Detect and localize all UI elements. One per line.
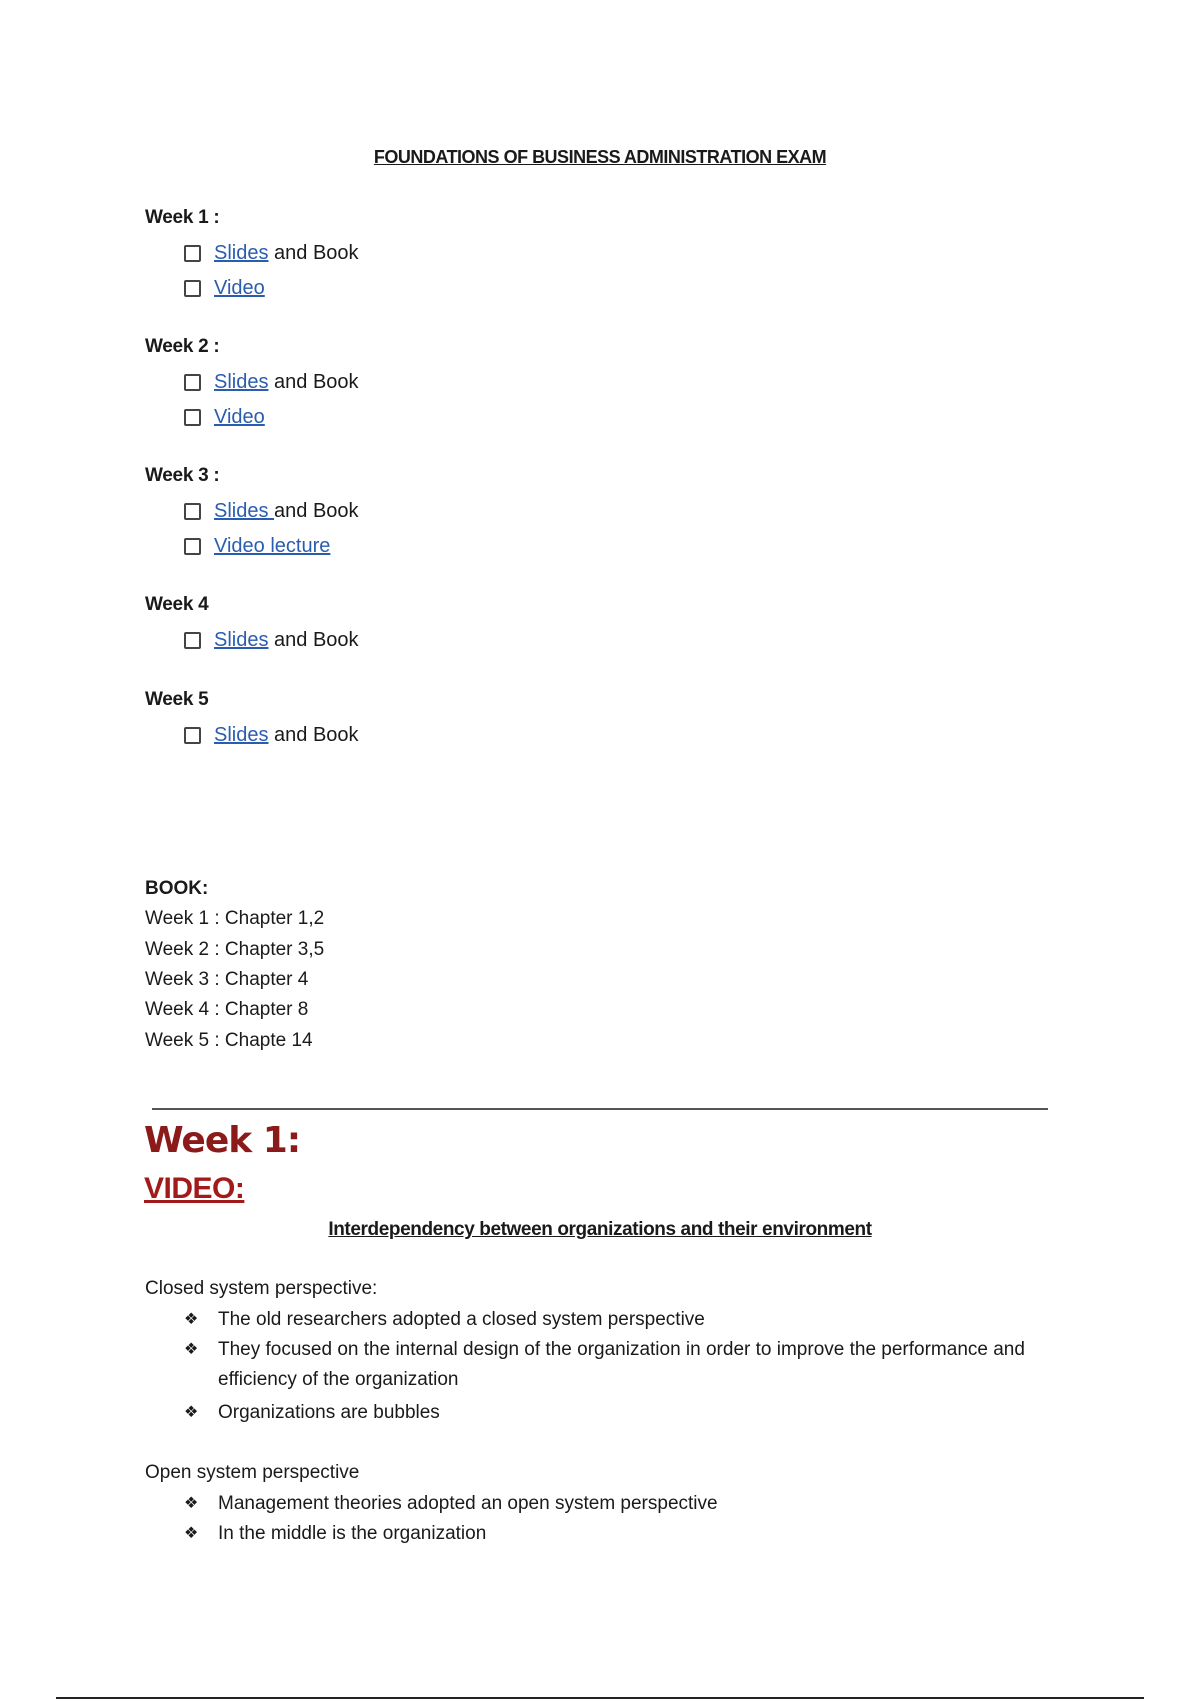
bullet-item: [184, 1335, 1044, 1395]
bullet-text: Organizations are bubbles: [218, 1402, 440, 1423]
week-5-heading: Week 5: [145, 689, 209, 710]
slides-link[interactable]: Slides: [214, 241, 269, 264]
diamond-bullet-icon: ❖: [184, 1404, 199, 1421]
diamond-bullet-icon: ❖: [184, 1525, 199, 1542]
week-3-slides-item: [184, 498, 359, 524]
checkbox[interactable]: [184, 632, 201, 649]
week-3-heading: Week 3 :: [145, 465, 220, 486]
document-title: FOUNDATIONS OF BUSINESS ADMINISTRATION EXAM: [373, 147, 827, 167]
section-video-title: VIDEO:: [144, 1172, 245, 1205]
bullet-item: [184, 1305, 1044, 1335]
checkbox[interactable]: [184, 374, 201, 391]
item-text: and Book: [268, 241, 359, 264]
bullet-item: [184, 1489, 1044, 1519]
section-week-title: Week 1:: [144, 1120, 301, 1161]
open-system-label: Open system perspective: [145, 1462, 360, 1483]
horizontal-divider: [152, 1108, 1048, 1110]
checkbox[interactable]: [184, 503, 201, 520]
item-text: and Book: [268, 723, 359, 746]
closed-system-label: Closed system perspective:: [145, 1278, 378, 1299]
video-link[interactable]: Video: [214, 405, 265, 428]
week-3-video-item: [184, 533, 330, 559]
checkbox[interactable]: [184, 280, 201, 297]
checkbox[interactable]: [184, 727, 201, 744]
item-text: and Book: [274, 499, 359, 522]
checkbox[interactable]: [184, 538, 201, 555]
bullet-text: They focused on the internal design of the organization in order to improve the performance and efficiency of the organization: [218, 1339, 1025, 1390]
week-4-heading: Week 4: [145, 594, 209, 615]
checkbox[interactable]: [184, 409, 201, 426]
slides-link[interactable]: Slides: [214, 628, 269, 651]
slides-link[interactable]: Slides: [214, 370, 269, 393]
video-link[interactable]: Video: [214, 276, 265, 299]
diamond-bullet-icon: ❖: [184, 1495, 199, 1512]
bullet-item: [184, 1519, 1044, 1549]
slides-link[interactable]: Slides: [214, 499, 275, 522]
bullet-item: [184, 1398, 1044, 1428]
book-line: Week 5 : Chapte 14: [145, 1030, 313, 1051]
book-line: Week 1 : Chapter 1,2: [145, 908, 325, 929]
slides-link[interactable]: Slides: [214, 723, 269, 746]
week-2-video-item: [184, 404, 265, 430]
checkbox[interactable]: [184, 245, 201, 262]
diamond-bullet-icon: ❖: [184, 1341, 199, 1358]
book-line: Week 3 : Chapter 4: [145, 969, 309, 990]
bullet-text: The old researchers adopted a closed system perspective: [218, 1309, 705, 1330]
week-4-slides-item: [184, 627, 359, 653]
week-2-heading: Week 2 :: [145, 336, 220, 357]
week-1-video-item: [184, 275, 265, 301]
week-1-heading: Week 1 :: [145, 207, 220, 228]
section-subtitle: Interdependency between organizations and their environment: [328, 1219, 872, 1240]
week-5-slides-item: [184, 722, 359, 748]
book-line: Week 4 : Chapter 8: [145, 999, 309, 1020]
bullet-text: Management theories adopted an open system perspective: [218, 1493, 718, 1514]
week-1-slides-item: [184, 240, 359, 266]
book-heading: BOOK:: [145, 878, 209, 899]
item-text: and Book: [268, 370, 359, 393]
video-lecture-link[interactable]: Video lecture: [214, 534, 331, 557]
book-line: Week 2 : Chapter 3,5: [145, 939, 325, 960]
week-2-slides-item: [184, 369, 359, 395]
diamond-bullet-icon: ❖: [184, 1311, 199, 1328]
page-bottom-border: [56, 1697, 1144, 1699]
item-text: and Book: [268, 628, 359, 651]
bullet-text: In the middle is the organization: [218, 1523, 487, 1544]
